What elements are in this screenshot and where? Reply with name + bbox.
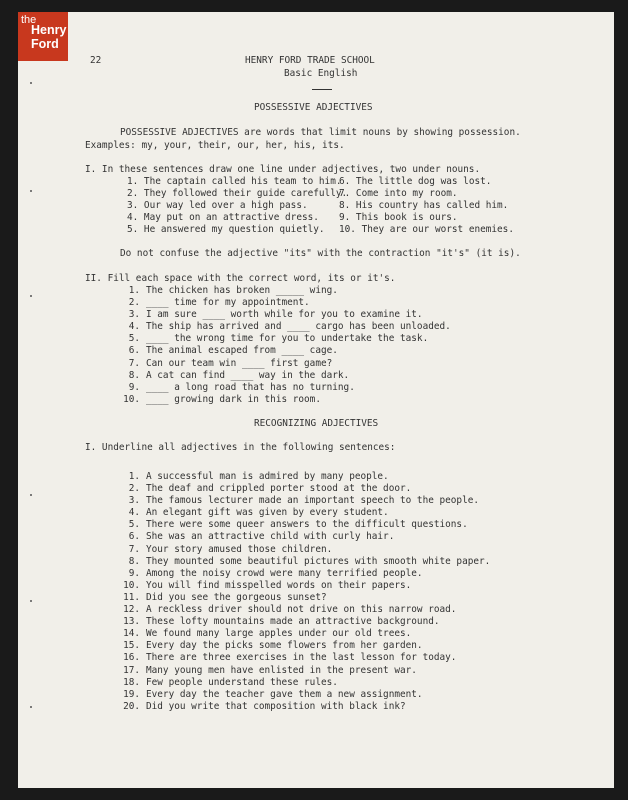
list-item: 7. Can our team win ____ first game? — [128, 357, 333, 369]
list-item: 3. I am sure ____ worth while for you to examine it. — [128, 309, 423, 321]
list-item: 2. ____ time for my appointment. — [128, 297, 310, 309]
list-item: 11. Did you see the gorgeous sunset? — [123, 591, 327, 603]
document-page — [18, 12, 614, 788]
list-item: 4. May put on an attractive dress. 9. This book is ours. — [127, 212, 458, 224]
school-title: HENRY FORD TRADE SCHOOL — [245, 55, 375, 66]
list-item: 15. Every day the picks some flowers from her garden. — [123, 640, 423, 652]
list-item: 9. ____ a long road that has no turning. — [128, 381, 355, 393]
list-item: 6. The animal escaped from ____ cage. — [128, 345, 338, 357]
part2-sentences — [120, 285, 451, 406]
punch-mark — [30, 82, 32, 84]
definition-text: POSSESSIVE ADJECTIVES are words that limit nouns by showing possession. — [120, 127, 521, 138]
logo-line3: Ford — [31, 37, 59, 51]
list-item: 7. Your story amused those children. — [128, 543, 333, 555]
list-item: 5. ____ the wrong time for you to undertake the task. — [128, 333, 429, 345]
part2-instruction: II. Fill each space with the correct word, its or it's. — [85, 273, 396, 284]
punch-mark — [30, 190, 32, 192]
part1-sentences — [127, 176, 514, 236]
list-item: 4. The ship has arrived and ____ cargo has been unloaded. — [128, 321, 451, 333]
section-title-recognizing: RECOGNIZING ADJECTIVES — [254, 418, 379, 429]
list-item: 13. These lofty mountains made an attractive background. — [123, 616, 440, 628]
list-item: 16. There are three exercises in the last lesson for today. — [123, 652, 457, 664]
logo-line2: Henry — [31, 23, 67, 37]
list-item: 1. The captain called his team to him.6. The little dog was lost. — [127, 176, 492, 187]
list-item: 9. Among the noisy crowd were many terrified people. — [128, 567, 423, 579]
list-item: 8. A cat can find ____ way in the dark. — [128, 369, 350, 381]
list-item: 6. She was an attractive child with curly hair. — [128, 531, 395, 543]
page-number: 22 — [90, 55, 102, 66]
adjective-sentences — [120, 471, 490, 713]
logo-line1: the — [21, 14, 37, 26]
course-title: Basic English — [284, 68, 358, 79]
list-item: 5. He answered my question quietly. 10. They are our worst enemies. — [127, 224, 514, 236]
section-title-possessive: POSSESSIVE ADJECTIVES — [254, 102, 373, 113]
list-item: 12. A reckless driver should not drive on this narrow road. — [123, 604, 457, 616]
list-item: 10. You will find misspelled words on their papers. — [123, 579, 412, 591]
list-item: 1. The chicken has broken _____ wing. — [128, 285, 338, 296]
list-item: 20. Did you write that composition with black ink? — [123, 700, 406, 712]
list-item: 14. We found many large apples under our old trees. — [123, 628, 412, 640]
punch-mark — [30, 600, 32, 602]
title-rule — [312, 89, 332, 90]
list-item: 3. The famous lecturer made an important speech to the people. — [128, 495, 480, 507]
list-item: 19. Every day the teacher gave them a new assignment. — [123, 688, 423, 700]
list-item: 18. Few people understand these rules. — [123, 676, 338, 688]
list-item: 2. The deaf and crippled porter stood at the door. — [128, 483, 412, 495]
list-item: 1. A successful man is admired by many people. — [128, 471, 389, 482]
list-item: 3. Our way led over a high pass. 8. His country has called him. — [127, 200, 509, 212]
part1-instruction: I. In these sentences draw one line under adjectives, two under nouns. — [85, 164, 481, 175]
list-item: 2. They followed their guide carefully.7. Come into my room. — [127, 188, 458, 200]
punch-mark — [30, 295, 32, 297]
henry-ford-logo — [18, 12, 68, 61]
its-note: Do not confuse the adjective "its" with the contraction "it's" (it is). — [120, 248, 521, 259]
list-item: 5. There were some queer answers to the difficult questions. — [128, 519, 468, 531]
punch-mark — [30, 494, 32, 496]
list-item: 10. ____ growing dark in this room. — [123, 393, 321, 405]
list-item: 4. An elegant gift was given by every student. — [128, 507, 389, 519]
list-item: 17. Many young men have enlisted in the present war. — [123, 664, 417, 676]
punch-mark — [30, 706, 32, 708]
list-item: 8. They mounted some beautiful pictures with smooth white paper. — [128, 555, 491, 567]
examples-text: Examples: my, your, their, our, her, his, its. — [85, 140, 345, 151]
section2-instruction: I. Underline all adjectives in the following sentences: — [85, 442, 396, 453]
